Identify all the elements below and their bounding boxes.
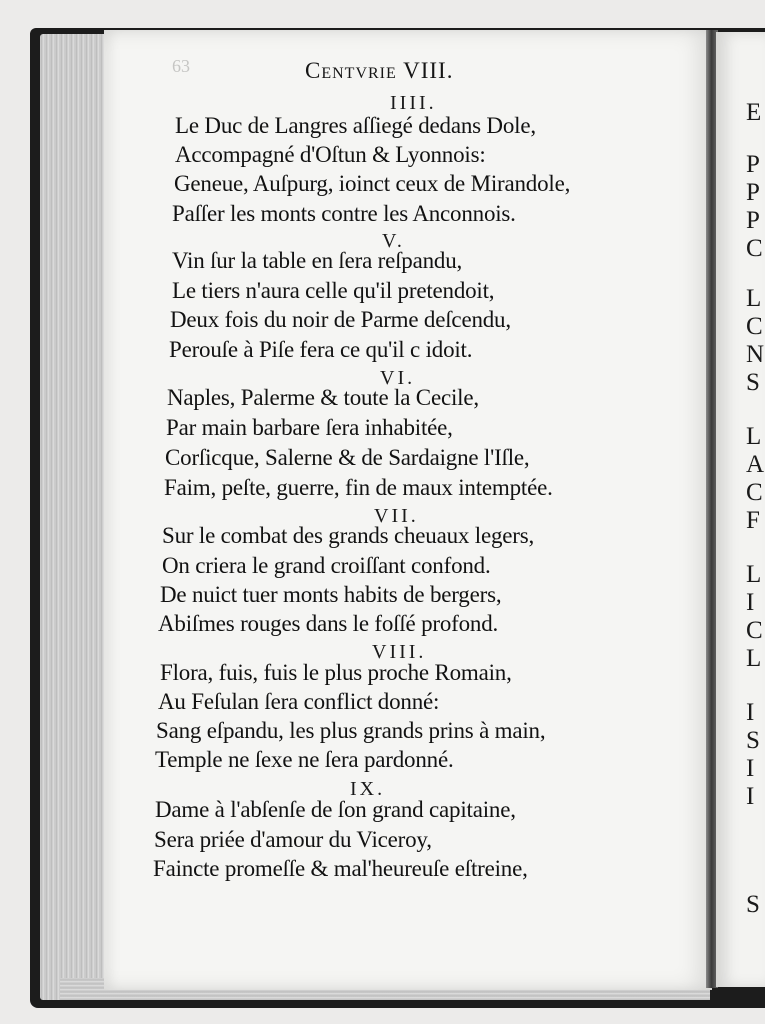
verse-line: Le tiers n'aura celle qu'il pretendoit, <box>172 278 495 303</box>
right-page-initial: I <box>746 755 755 782</box>
folio-mark: 63 <box>172 56 190 76</box>
quatrain-numeral: VII. <box>374 505 419 527</box>
verse-line: Sur le combat des grands cheuaux legers, <box>162 523 535 548</box>
verse-line: Naples, Palerme & toute la Cecile, <box>167 385 479 410</box>
right-page-initial: S <box>746 369 760 396</box>
right-page-initial: I <box>746 783 755 810</box>
right-page-initial: I <box>746 699 755 726</box>
verse-line: Perouſe à Piſe fera ce qu'il c idoit. <box>169 337 473 362</box>
right-page-initial: L <box>746 645 762 672</box>
verse-line: Sera priée d'amour du Viceroy, <box>154 827 432 852</box>
verse-line: Dame à l'abſenſe de ſon grand capitaine, <box>155 797 516 822</box>
quatrain-numeral: IIII. <box>390 92 437 114</box>
right-page-initial: C <box>746 617 763 644</box>
right-page-initial: E <box>746 99 762 126</box>
page-edges <box>40 34 106 1000</box>
right-page-initial: C <box>746 235 763 262</box>
verse-line: Flora, fuis, fuis le plus proche Romain, <box>160 660 512 685</box>
verse-line: Geneue, Auſpurg, ioinct ceux de Mirandole, <box>174 171 571 196</box>
right-page-initial: I <box>746 589 755 616</box>
verse-line: Paſſer les monts contre les Anconnois. <box>172 201 516 226</box>
verse-line: Sang eſpandu, les plus grands prins à main, <box>156 718 546 743</box>
right-page-initial: C <box>746 313 763 340</box>
verse-line: Par main barbare ſera inhabitée, <box>166 415 453 440</box>
right-page-initial: C <box>746 479 763 506</box>
right-page-initial: A <box>746 451 765 478</box>
verse-line: De nuict tuer monts habits de bergers, <box>160 582 502 607</box>
verse-line: Au Feſulan ſera conflict donné: <box>158 689 440 714</box>
right-page-initial: N <box>746 341 765 368</box>
verse-line: Vin ſur la table en ſera reſpandu, <box>172 248 463 273</box>
verse-line: Temple ne ſexe ne ſera pardonné. <box>155 747 454 772</box>
quatrain-numeral: VIII. <box>372 641 427 663</box>
verse-line: On criera le grand croiſſant confond. <box>162 553 491 578</box>
verse-line: Corſicque, Salerne & de Sardaigne l'Iſle, <box>165 445 530 470</box>
right-page <box>716 32 765 987</box>
verse-line: Faincte promeſſe & mal'heureuſe eſtreine, <box>153 856 528 881</box>
quatrain-numeral: V. <box>382 230 405 252</box>
verse-line: Abiſmes rouges dans le foſſé profond. <box>158 611 499 636</box>
quatrain-numeral: IX. <box>350 778 386 800</box>
right-page-initial: P <box>746 179 760 206</box>
right-page-initial: P <box>746 207 760 234</box>
right-page-initial: L <box>746 285 762 312</box>
running-header: Centvrie VIII. <box>305 58 454 83</box>
right-page-initial: S <box>746 727 760 754</box>
right-page-initial: F <box>746 507 760 534</box>
right-page-initial: S <box>746 891 760 918</box>
right-page-initial: P <box>746 151 760 178</box>
verse-line: Accompagné d'Oſtun & Lyonnois: <box>175 142 486 167</box>
quatrain-numeral: VI. <box>380 367 416 389</box>
verse-line: Faim, peſte, guerre, fin de maux intemptée. <box>164 475 553 500</box>
verse-line: Le Duc de Langres aſſiegé dedans Dole, <box>175 113 536 138</box>
right-page-initial: L <box>746 423 762 450</box>
verse-line: Deux fois du noir de Parme deſcendu, <box>170 307 511 332</box>
right-page-initial: L <box>746 561 762 588</box>
